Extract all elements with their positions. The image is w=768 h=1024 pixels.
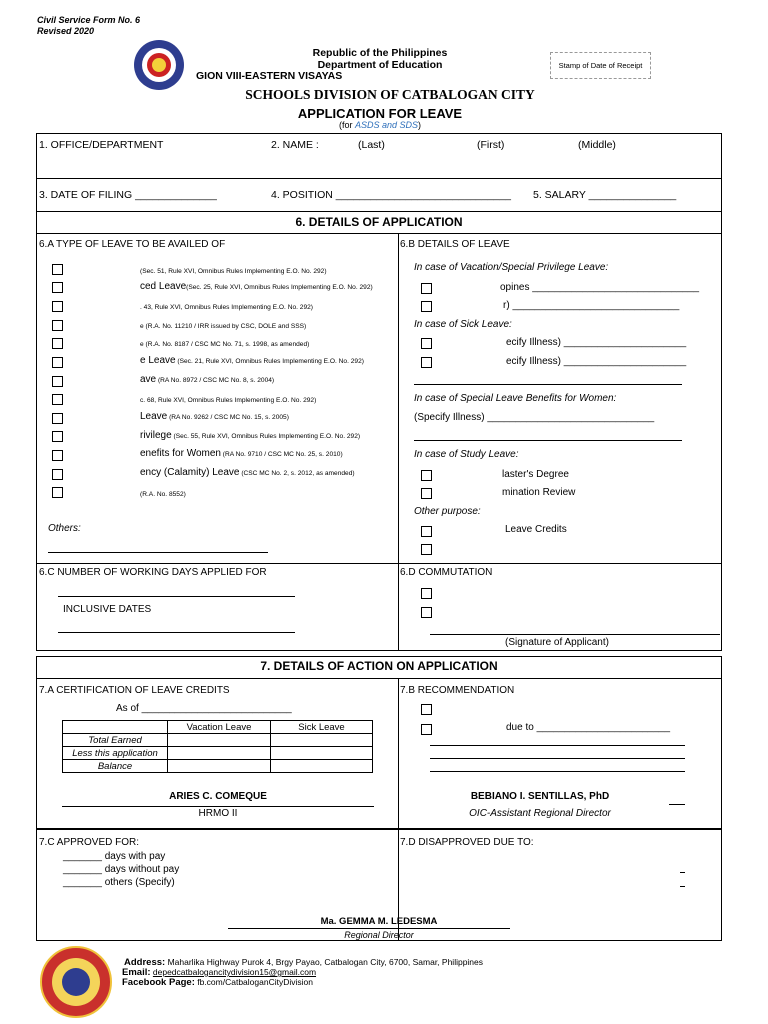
other-purpose-heading: Other purpose:: [414, 506, 481, 517]
disapproval-line[interactable]: [680, 872, 685, 873]
women-detail-line[interactable]: [414, 440, 682, 441]
form-number: Civil Service Form No. 6: [37, 15, 141, 25]
sick-leave-header: Sick Leave: [271, 721, 373, 734]
commutation-checkbox[interactable]: [421, 607, 432, 618]
section-7-title: 7. DETAILS OF ACTION ON APPLICATION: [260, 659, 498, 673]
table-row: [63, 760, 373, 773]
email-link[interactable]: depedcatbalogancitydivision15@gmail.com: [152, 967, 317, 977]
facebook-line: Facebook Page: fb.com/CatbaloganCityDivision: [122, 977, 313, 988]
recommendation-checkbox[interactable]: [421, 704, 432, 715]
women-illness-field[interactable]: (Specify Illness) ______________________________: [414, 412, 655, 423]
women-heading: In case of Special Leave Benefits for Women:: [414, 393, 617, 404]
commutation-checkbox[interactable]: [421, 588, 432, 599]
department-heading: Department of Education: [317, 59, 443, 71]
sick-option-label: ecify Illness) ______________________: [506, 356, 687, 367]
section-6-title: 6. DETAILS OF APPLICATION: [295, 215, 463, 229]
recommendation-line[interactable]: [430, 745, 685, 746]
section-6c-title: 6.C NUMBER OF WORKING DAYS APPLIED FOR: [39, 567, 267, 578]
salary-field[interactable]: 5. SALARY _______________: [533, 189, 677, 201]
due-to-field[interactable]: due to ________________________: [506, 722, 671, 733]
hrmo-position: HRMO II: [198, 808, 238, 819]
vacation-heading: In case of Vacation/Special Privilege Leave:: [414, 262, 609, 273]
table-row: [63, 734, 373, 747]
division-seal-logo: [40, 946, 112, 1018]
leave-type-label: ave (RA No. 8972 / CSC MC No. 8, s. 2004): [140, 374, 275, 385]
leave-type-checkbox[interactable]: [52, 413, 63, 424]
working-days-line[interactable]: [58, 596, 295, 597]
table-cell[interactable]: [271, 747, 373, 760]
divider: [36, 178, 722, 179]
leave-type-checkbox[interactable]: [52, 320, 63, 331]
table-cell[interactable]: [168, 747, 271, 760]
facebook-link[interactable]: fb.com/CatbaloganCityDivision: [197, 977, 313, 987]
recommender-position: OIC-Assistant Regional Director: [469, 808, 611, 819]
leave-type-label: (R.A. No. 8552): [140, 491, 186, 498]
leave-type-checkbox[interactable]: [52, 431, 63, 442]
leave-type-checkbox[interactable]: [52, 301, 63, 312]
days-with-pay-field[interactable]: _______ days with pay: [63, 851, 166, 862]
name-label: 2. NAME :: [271, 139, 319, 151]
division-heading: SCHOOLS DIVISION OF CATBALOGAN CITY: [245, 87, 535, 102]
recommendation-line[interactable]: [430, 771, 685, 772]
leave-type-label: ency (Calamity) Leave (CSC MC No. 2, s. 2012, as amended): [140, 467, 355, 478]
table-cell[interactable]: [168, 760, 271, 773]
name-middle-label: (Middle): [578, 139, 616, 151]
leave-type-label: Leave (RA No. 9262 / CSC MC No. 15, s. 2005): [140, 411, 289, 422]
approver-position: Regional Director: [344, 930, 414, 940]
leave-type-checkbox[interactable]: [52, 376, 63, 387]
leave-type-label: e (R.A. No. 8187 / CSC MC No. 71, s. 1998, as amended): [140, 341, 310, 348]
leave-type-checkbox[interactable]: [52, 282, 63, 293]
leave-type-checkbox[interactable]: [52, 487, 63, 498]
leave-type-label: (Sec. 51, Rule XVI, Omnibus Rules Implementing E.O. No. 292): [140, 268, 327, 275]
stamp-label: Stamp of Date of Receipt: [558, 61, 643, 70]
date-filing-field[interactable]: 3. DATE OF FILING ______________: [39, 189, 217, 201]
inclusive-dates-label: INCLUSIVE DATES: [63, 604, 152, 615]
form-revision: Revised 2020: [37, 26, 95, 36]
leave-type-label: e Leave (Sec. 21, Rule XVI, Omnibus Rules Implementing E.O. No. 292): [140, 355, 364, 366]
recommender-signature-line: [669, 804, 685, 805]
recommendation-checkbox[interactable]: [421, 724, 432, 735]
other-purpose-label: Leave Credits: [505, 524, 567, 535]
vacation-option-checkbox[interactable]: [421, 301, 432, 312]
days-without-pay-field[interactable]: _______ days without pay: [63, 864, 180, 875]
others-label: Others:: [48, 523, 81, 534]
leave-type-label: ced Leave(Sec. 25, Rule XVI, Omnibus Rules Implementing E.O. No. 292): [140, 281, 373, 292]
leave-type-checkbox[interactable]: [52, 264, 63, 275]
other-purpose-checkbox[interactable]: [421, 544, 432, 555]
name-last-label: (Last): [358, 139, 385, 151]
position-field[interactable]: 4. POSITION ______________________________: [271, 189, 511, 201]
email-line: Email: depedcatbalogancitydivision15@gmail.com: [122, 967, 317, 978]
vacation-option-label: r) ______________________________: [503, 300, 680, 311]
stamp-box: [550, 52, 651, 79]
section-6a-title: 6.A TYPE OF LEAVE TO BE AVAILED OF: [39, 239, 226, 250]
inclusive-dates-line[interactable]: [58, 632, 295, 633]
study-option-checkbox[interactable]: [421, 488, 432, 499]
address-value: Maharlika Highway Purok 4, Brgy Payao, Catbalogan City, 6700, Samar, Philippines: [167, 957, 484, 967]
vacation-option-label: opines ______________________________: [500, 282, 700, 293]
recommendation-line[interactable]: [430, 758, 685, 759]
section-7a-title: 7.A CERTIFICATION OF LEAVE CREDITS: [39, 685, 230, 696]
signature-label: (Signature of Applicant): [505, 637, 609, 648]
section-7b-title: 7.B RECOMMENDATION: [400, 685, 515, 696]
sick-option-label: ecify Illness) ______________________: [506, 337, 687, 348]
row-label: Total Earned: [63, 734, 168, 747]
hrmo-name: ARIES C. COMEQUE: [169, 791, 267, 802]
form-for-audience: ASDS and SDS: [354, 120, 419, 130]
others-specify-field[interactable]: _______ others (Specify): [63, 877, 175, 888]
signature-line[interactable]: [430, 634, 720, 635]
vacation-option-checkbox[interactable]: [421, 283, 432, 294]
leave-credits-table: [62, 720, 373, 773]
leave-type-checkbox[interactable]: [52, 450, 63, 461]
other-purpose-checkbox[interactable]: [421, 526, 432, 537]
leave-type-label: e (R.A. No. 11210 / IRR issued by CSC, DOLE and SSS): [140, 323, 307, 330]
study-option-label: laster's Degree: [502, 469, 569, 480]
study-option-checkbox[interactable]: [421, 470, 432, 481]
sick-detail-line[interactable]: [414, 384, 682, 385]
others-input-line[interactable]: [48, 552, 268, 553]
section-6d-title: 6.D COMMUTATION: [400, 567, 493, 578]
vacation-leave-header: Vacation Leave: [168, 721, 271, 734]
address-line: Address: Maharlika Highway Purok 4, Brgy Payao, Catbalogan City, 6700, Samar, Philippines: [124, 957, 484, 968]
leave-type-label: c. 68, Rule XVI, Omnibus Rules Implementing E.O. No. 292): [140, 397, 317, 404]
sick-option-checkbox[interactable]: [421, 338, 432, 349]
leave-type-label: enefits for Women (RA No. 9710 / CSC MC No. 25, s. 2010): [140, 448, 343, 459]
as-of-field[interactable]: As of ___________________________: [116, 703, 292, 714]
approver-signature-line: [228, 928, 510, 929]
row-label: Balance: [63, 760, 168, 773]
row-label: Less this application: [63, 747, 168, 760]
approver-name: Ma. GEMMA M. LEDESMA: [320, 916, 438, 927]
section-6b-title: 6.B DETAILS OF LEAVE: [400, 239, 510, 250]
office-label: 1. OFFICE/DEPARTMENT: [39, 139, 164, 151]
recommender-name: BEBIANO I. SENTILLAS, PhD: [470, 791, 610, 802]
name-first-label: (First): [477, 139, 505, 151]
leave-type-label: . 43, Rule XVI, Omnibus Rules Implementing E.O. No. 292): [140, 304, 313, 311]
table-cell[interactable]: [168, 734, 271, 747]
form-title: APPLICATION FOR LEAVE: [297, 106, 463, 121]
republic-heading: Republic of the Philippines: [312, 47, 448, 59]
leave-type-checkbox[interactable]: [52, 394, 63, 405]
region-heading: GION VIII-EASTERN VISAYAS: [196, 70, 343, 82]
table-cell[interactable]: [271, 734, 373, 747]
leave-type-checkbox[interactable]: [52, 357, 63, 368]
form-for-note: (for ASDS and SDS): [338, 120, 422, 130]
section-7c-title: 7.C APPROVED FOR:: [39, 837, 140, 848]
table-row: [63, 747, 373, 760]
sick-heading: In case of Sick Leave:: [414, 319, 512, 330]
disapproval-line[interactable]: [680, 886, 685, 887]
leave-type-label: rivilege (Sec. 55, Rule XVI, Omnibus Rules Implementing E.O. No. 292): [140, 430, 361, 441]
study-heading: In case of Study Leave:: [414, 449, 519, 460]
sick-option-checkbox[interactable]: [421, 357, 432, 368]
section-7d-title: 7.D DISAPPROVED DUE TO:: [400, 837, 534, 848]
study-option-label: mination Review: [502, 487, 576, 498]
leave-type-checkbox[interactable]: [52, 338, 63, 349]
deped-seal-logo: [134, 40, 184, 90]
table-cell[interactable]: [271, 760, 373, 773]
leave-type-checkbox[interactable]: [52, 469, 63, 480]
hrmo-signature-line: [62, 806, 374, 807]
